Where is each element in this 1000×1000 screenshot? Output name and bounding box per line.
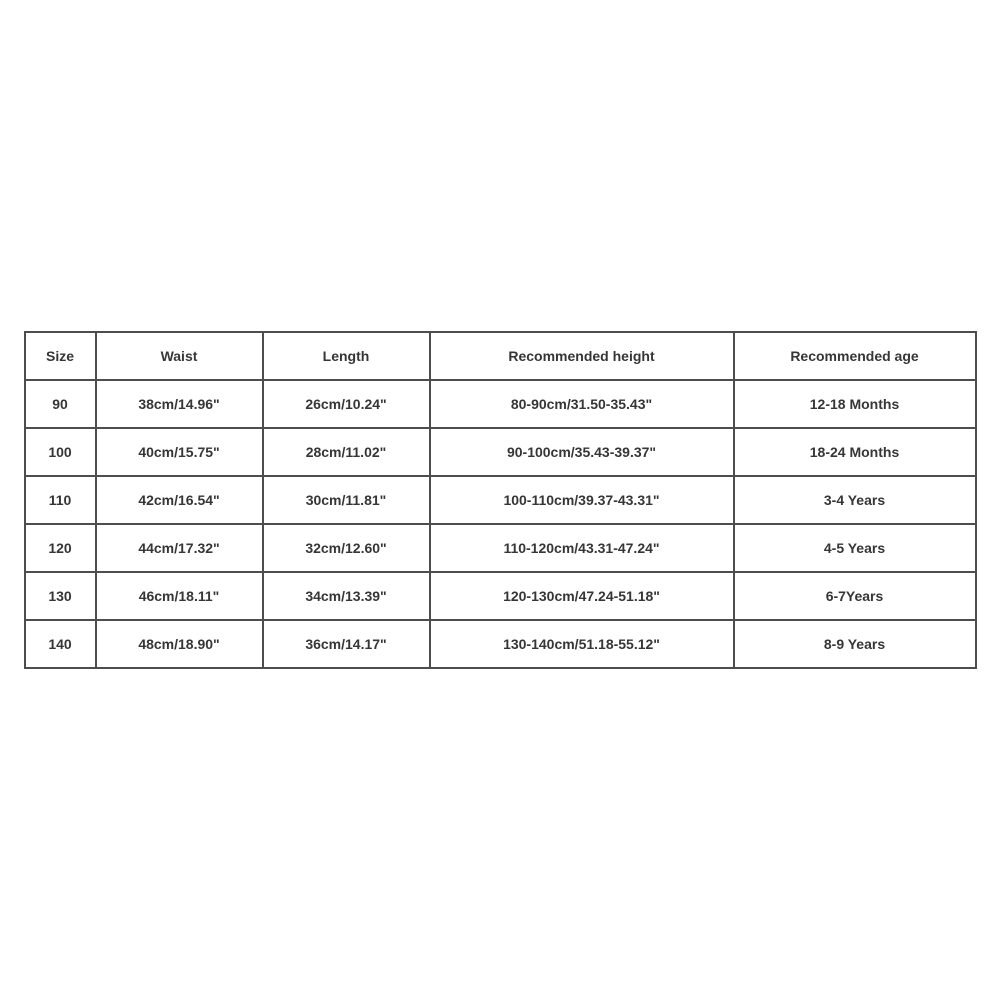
cell-size: 130 [25,572,96,620]
cell-length: 36cm/14.17" [263,620,430,668]
table-row [25,428,976,476]
cell-size: 90 [25,380,96,428]
cell-waist: 48cm/18.90" [96,620,263,668]
cell-recommended-age: 4-5 Years [734,524,976,572]
cell-size: 100 [25,428,96,476]
cell-waist: 42cm/16.54" [96,476,263,524]
cell-recommended-age: 6-7Years [734,572,976,620]
cell-waist: 40cm/15.75" [96,428,263,476]
table-row [25,572,976,620]
header-cell-size: Size [25,332,96,380]
header-cell-recommended-height: Recommended height [430,332,734,380]
cell-waist: 46cm/18.11" [96,572,263,620]
table-row [25,620,976,668]
cell-length: 26cm/10.24" [263,380,430,428]
cell-recommended-age: 12-18 Months [734,380,976,428]
header-cell-length: Length [263,332,430,380]
cell-recommended-age: 8-9 Years [734,620,976,668]
cell-size: 110 [25,476,96,524]
cell-length: 32cm/12.60" [263,524,430,572]
cell-recommended-height: 90-100cm/35.43-39.37" [430,428,734,476]
cell-size: 140 [25,620,96,668]
size-chart-table [24,331,977,669]
cell-recommended-age: 18-24 Months [734,428,976,476]
header-row [25,332,976,380]
table-row [25,524,976,572]
cell-recommended-age: 3-4 Years [734,476,976,524]
cell-waist: 38cm/14.96" [96,380,263,428]
table-row [25,476,976,524]
cell-length: 30cm/11.81" [263,476,430,524]
header-cell-waist: Waist [96,332,263,380]
table-row [25,380,976,428]
cell-length: 34cm/13.39" [263,572,430,620]
cell-recommended-height: 130-140cm/51.18-55.12" [430,620,734,668]
cell-recommended-height: 80-90cm/31.50-35.43" [430,380,734,428]
cell-waist: 44cm/17.32" [96,524,263,572]
cell-length: 28cm/11.02" [263,428,430,476]
cell-recommended-height: 100-110cm/39.37-43.31" [430,476,734,524]
cell-size: 120 [25,524,96,572]
cell-recommended-height: 110-120cm/43.31-47.24" [430,524,734,572]
header-cell-recommended-age: Recommended age [734,332,976,380]
cell-recommended-height: 120-130cm/47.24-51.18" [430,572,734,620]
